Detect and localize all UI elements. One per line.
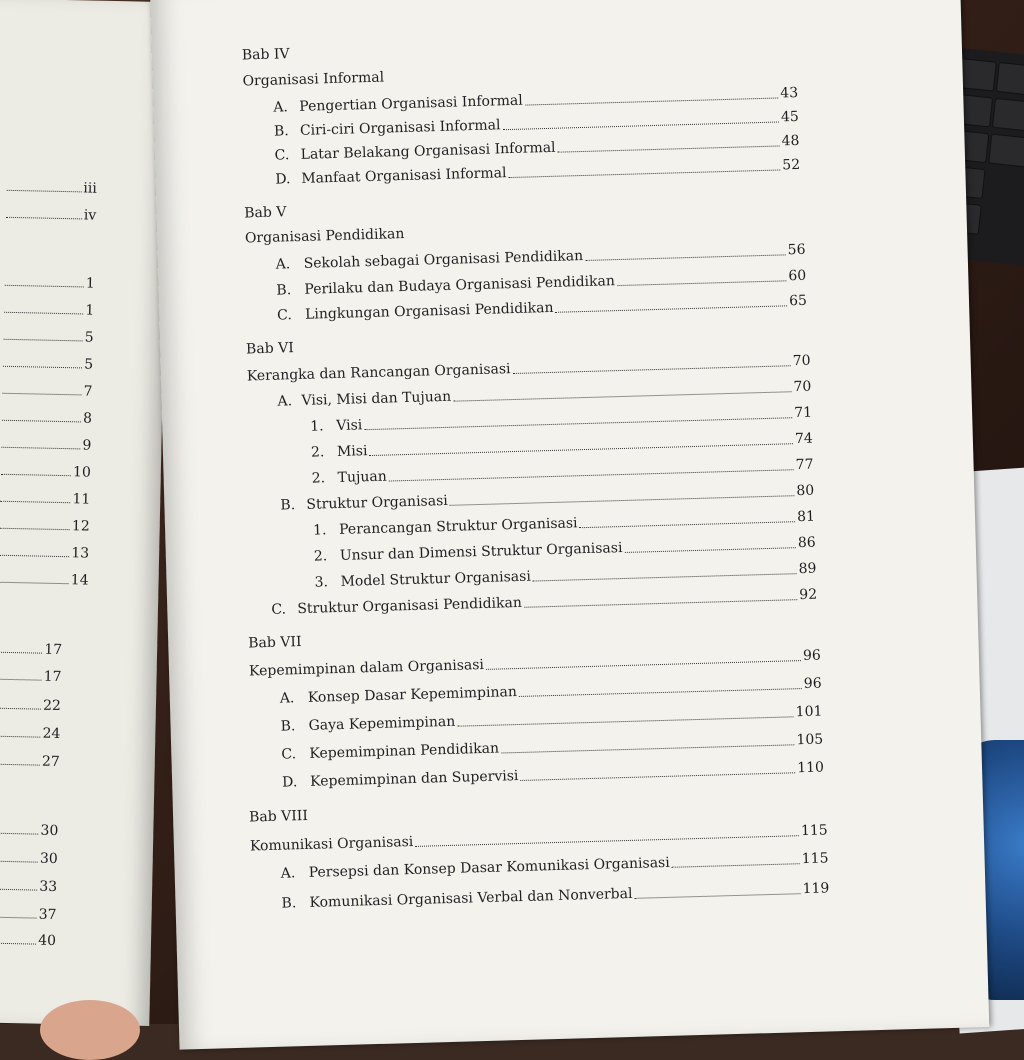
chapter-title-entry[interactable] [249, 647, 821, 681]
page-number: 60 [788, 267, 807, 285]
entry-title: Struktur Organisasi [306, 492, 448, 513]
leader-dots [0, 582, 69, 584]
leader-dots [558, 145, 780, 152]
entry-number: B. [280, 718, 296, 735]
entry-title: Unsur dan Dimensi Struktur Organisasi [339, 540, 623, 564]
page-number: 5 [84, 356, 94, 373]
entry-title: Manfaat Organisasi Informal [301, 165, 507, 187]
leader-dots [1, 447, 80, 450]
entry-number: 1. [312, 522, 327, 539]
leader-dots [617, 280, 787, 286]
left-page-entry [1, 463, 91, 481]
leader-dots [4, 312, 83, 315]
page-number: 17 [43, 668, 62, 686]
left-page-entry [4, 301, 94, 319]
left-page-entry [6, 206, 96, 224]
left-page-entry [0, 697, 61, 714]
leader-dots [4, 339, 83, 342]
leader-dots [0, 736, 40, 738]
entry-title: Konsep Dasar Kepemimpinan [307, 684, 518, 706]
page-number: 37 [38, 906, 57, 924]
entry-title: Ciri-ciri Organisasi Informal [299, 117, 501, 139]
leader-dots [0, 917, 37, 919]
leader-dots [6, 217, 82, 220]
entry-number: C. [271, 601, 287, 618]
page-number: 86 [797, 534, 816, 552]
entry-number: C. [281, 746, 297, 763]
left-page-entry [0, 641, 62, 658]
page-number: 9 [82, 437, 92, 454]
leader-dots [0, 833, 38, 835]
leader-dots [5, 285, 84, 288]
left-page-entry [0, 725, 61, 742]
entry-title: Gaya Kepemimpinan [308, 713, 456, 734]
entry-title: Sekolah sebagai Organisasi Pendidikan [303, 248, 584, 272]
leader-dots [0, 652, 42, 654]
entry-number: C. [274, 147, 290, 164]
leader-dots [672, 863, 800, 868]
leader-dots [415, 835, 799, 847]
entry-title: Visi [336, 417, 363, 434]
page-number: 12 [71, 518, 90, 535]
entry-number: A. [273, 99, 289, 116]
left-page-entry [0, 850, 58, 867]
finger [40, 1000, 140, 1060]
chapter-label: Bab V [244, 204, 287, 222]
page-number: 89 [798, 560, 817, 578]
chapter-label: Bab VI [245, 340, 294, 358]
leader-dots [513, 365, 791, 374]
chapter-title: Organisasi Pendidikan [244, 225, 405, 247]
left-page-entry [0, 668, 62, 685]
page-number: 119 [802, 880, 830, 898]
entry-number: 2. [310, 444, 325, 461]
chapter-title: Komunikasi Organisasi [249, 833, 414, 855]
chapter-title: Kepemimpinan dalam Organisasi [248, 656, 485, 680]
page-number: iii [83, 180, 97, 197]
entry-title: Perilaku dan Budaya Organisasi Pendidikan [304, 273, 616, 298]
page-number: 105 [796, 731, 824, 749]
toc-entry[interactable] [271, 586, 817, 619]
leader-dots [509, 169, 781, 178]
leader-dots [625, 547, 796, 553]
leader-dots [524, 599, 797, 608]
toc-entry[interactable] [281, 730, 823, 763]
page-number: 52 [782, 156, 801, 174]
left-page-entry [3, 355, 93, 373]
page-number: 43 [780, 84, 799, 102]
entry-title: Struktur Organisasi Pendidikan [297, 594, 523, 618]
page-number: 17 [44, 641, 63, 659]
leader-dots [453, 391, 791, 401]
left-page-entry [2, 409, 92, 427]
left-page-entry [4, 328, 94, 346]
page-number: 33 [39, 878, 58, 896]
page-number: 110 [797, 759, 825, 777]
page-number: 80 [796, 482, 815, 500]
page-number: 8 [82, 410, 93, 427]
leader-dots [0, 501, 70, 503]
toc-entry[interactable] [280, 703, 822, 736]
leader-dots [0, 679, 42, 681]
entry-number: D. [281, 774, 298, 791]
toc-entry[interactable] [281, 879, 829, 912]
page-number: 74 [794, 430, 814, 448]
left-page-entry [0, 878, 57, 895]
left-page-entry [0, 906, 57, 923]
entry-title: Kepemimpinan dan Supervisi [309, 768, 519, 790]
leader-dots [364, 417, 792, 430]
left-page-entry [0, 544, 89, 562]
leader-dots [0, 555, 69, 557]
page-number: 27 [41, 753, 60, 771]
left-page-entry [0, 517, 90, 535]
entry-title: Model Struktur Organisasi [340, 568, 532, 590]
page-number: 22 [42, 697, 62, 715]
page-number: 56 [787, 241, 806, 259]
entry-title: Latar Belakang Organisasi Informal [300, 139, 556, 163]
page-number: 101 [795, 703, 823, 721]
page-number: 115 [800, 822, 828, 840]
entry-number: B. [276, 282, 292, 299]
left-page-entry [0, 490, 90, 508]
leader-dots [580, 521, 796, 528]
page-number: 71 [794, 404, 813, 422]
entry-number: B. [280, 497, 296, 514]
leader-dots [635, 893, 801, 899]
entry-title: Tujuan [337, 468, 387, 486]
page-number: 1 [85, 275, 95, 292]
page-number: iv [83, 207, 97, 224]
leader-dots [486, 660, 801, 670]
leader-dots [389, 469, 794, 481]
page-number: 77 [795, 456, 814, 474]
right-page [150, 0, 989, 1050]
left-page-entry [5, 274, 95, 292]
leader-dots [520, 772, 795, 781]
page-number: 1 [85, 302, 95, 319]
leader-dots [2, 393, 81, 396]
page-number: 96 [803, 675, 822, 693]
page-number: 11 [72, 491, 91, 508]
page-number: 65 [788, 292, 808, 310]
page-number: 96 [802, 647, 822, 665]
page-number: 115 [801, 850, 829, 868]
leader-dots [556, 305, 788, 312]
entry-title: Kepemimpinan Pendidikan [309, 740, 500, 762]
left-page-entry [0, 822, 58, 839]
entry-number: A. [277, 393, 293, 410]
entry-title: Visi, Misi dan Tujuan [301, 388, 452, 409]
page-number: 48 [781, 132, 800, 150]
entry-number: 2. [311, 470, 326, 487]
left-page [0, 0, 171, 1026]
page-number: 30 [39, 850, 58, 868]
page-number: 13 [71, 545, 90, 562]
entry-number: C. [276, 307, 293, 324]
leader-dots [503, 121, 779, 130]
entry-title: Persepsi dan Konsep Dasar Komunikasi Organisasi [308, 854, 670, 881]
leader-dots [7, 190, 82, 193]
page-number: 24 [42, 725, 61, 743]
entry-number: A. [275, 256, 291, 273]
leader-dots [0, 764, 40, 766]
leader-dots [0, 708, 41, 710]
leader-dots [519, 688, 802, 697]
entry-number: B. [273, 123, 289, 140]
page-number: 10 [72, 464, 91, 481]
left-page-entry [0, 753, 60, 770]
page-number: 70 [793, 378, 812, 396]
leader-dots [450, 495, 795, 506]
chapter-label: Bab IV [241, 46, 290, 64]
page-number: 92 [799, 586, 818, 604]
left-page-entry [0, 571, 89, 589]
entry-number: 3. [314, 574, 329, 591]
page-number: 7 [83, 383, 93, 400]
entry-title: Komunikasi Organisasi Verbal dan Nonverbal [309, 885, 633, 911]
leader-dots [0, 528, 70, 530]
chapter-label: Bab VII [248, 634, 302, 652]
page-number: 5 [84, 329, 94, 346]
page-number: 81 [796, 508, 816, 526]
leader-dots [2, 420, 81, 423]
entry-title: Lingkungan Organisasi Pendidikan [304, 299, 554, 323]
page-number: 40 [38, 932, 57, 950]
entry-number: A. [279, 690, 295, 707]
entry-number: D. [275, 171, 291, 188]
chapter-title: Organisasi Informal [242, 69, 385, 90]
leader-dots [0, 861, 38, 863]
entry-number: B. [281, 895, 297, 912]
left-page-entry [1, 436, 91, 454]
entry-title: Misi [336, 443, 368, 460]
chapter-title: Kerangka dan Rancangan Organisasi [246, 361, 511, 385]
leader-dots [525, 97, 779, 105]
page-number: 14 [70, 572, 89, 589]
leader-dots [0, 889, 37, 891]
toc-entry[interactable] [282, 758, 824, 791]
chapter-title-entry[interactable] [250, 821, 828, 855]
left-page-entry [0, 932, 56, 949]
page-number: 45 [780, 108, 800, 126]
chapter-label: Bab VIII [248, 807, 309, 826]
entry-number: 2. [313, 548, 328, 565]
toc-entry[interactable] [280, 675, 822, 708]
toc-entry[interactable] [280, 849, 828, 882]
leader-dots [533, 573, 797, 581]
leader-dots [457, 716, 793, 726]
entry-number: 1. [310, 418, 324, 435]
left-page-entry [2, 382, 92, 400]
leader-dots [3, 366, 82, 369]
entry-title: Perancangan Struktur Organisasi [338, 515, 578, 538]
leader-dots [370, 443, 794, 456]
leader-dots [585, 254, 786, 261]
left-page-entry [7, 179, 97, 197]
page-number: 70 [792, 352, 811, 370]
page-number: 30 [40, 822, 59, 840]
entry-number: A. [280, 865, 296, 882]
leader-dots [1, 474, 71, 476]
leader-dots [501, 744, 794, 753]
entry-title: Pengertian Organisasi Informal [299, 92, 523, 115]
leader-dots [0, 943, 36, 945]
